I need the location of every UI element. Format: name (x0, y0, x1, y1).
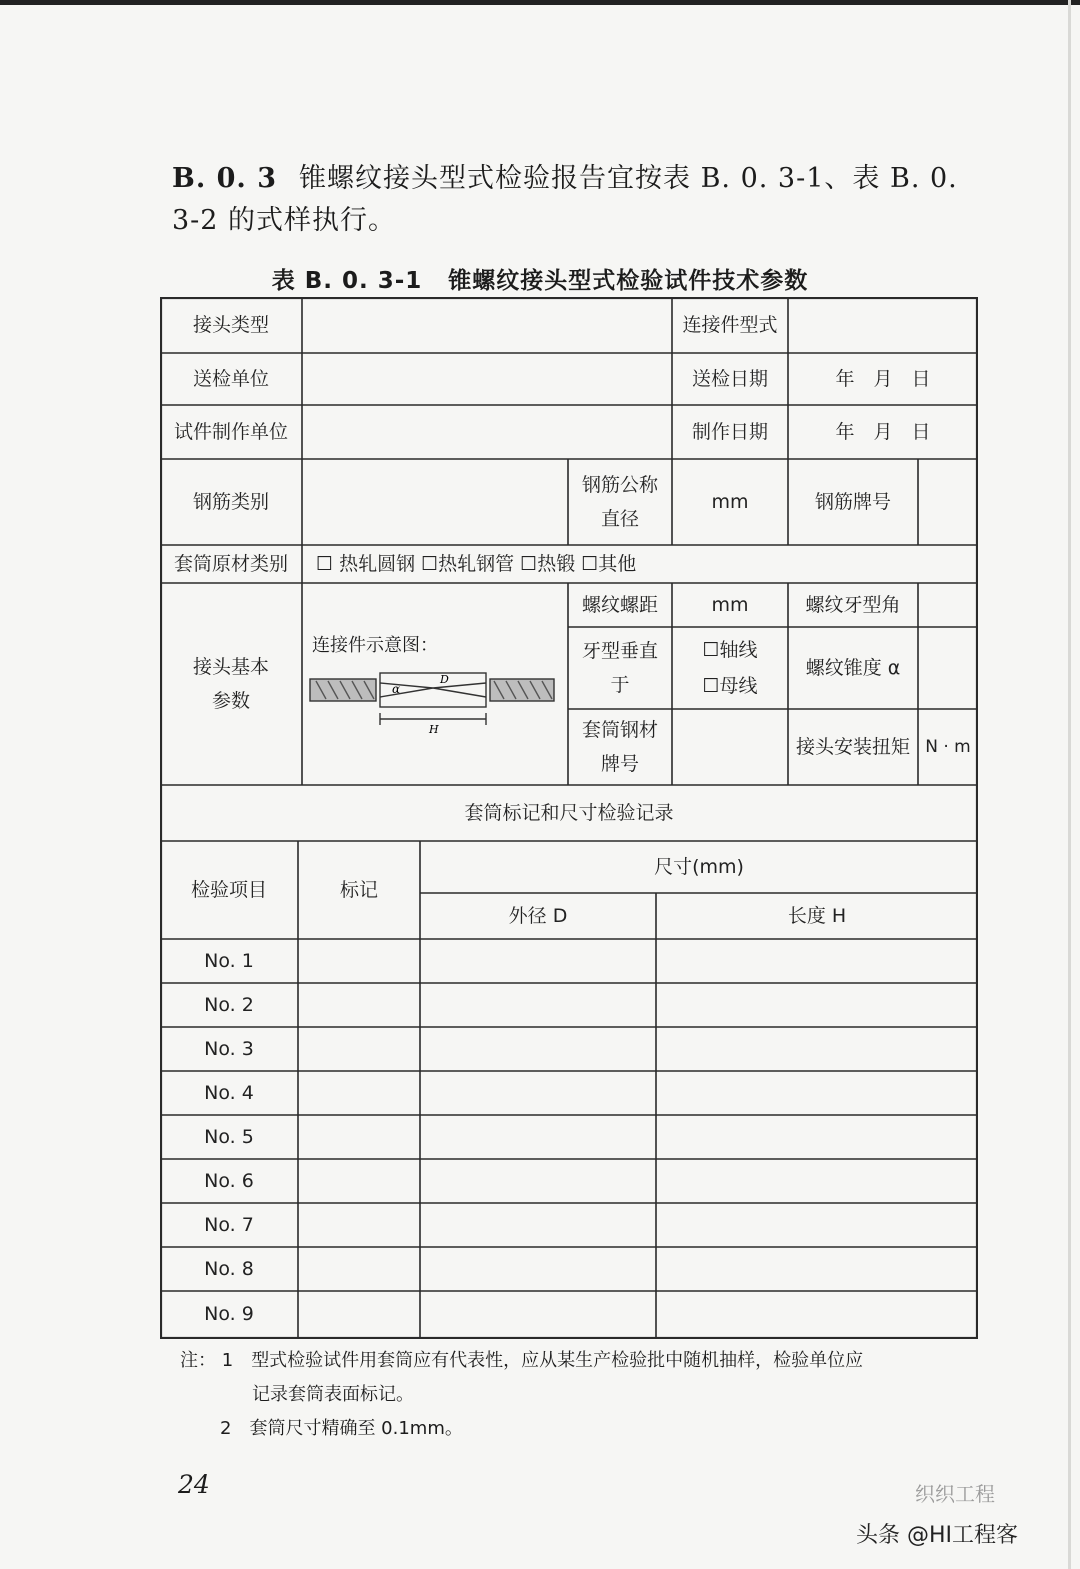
row-label-4: No. 4 (204, 1082, 254, 1104)
basic-params-label: 接头基本参数 (192, 656, 269, 712)
connector-type-value[interactable] (788, 297, 978, 353)
inspection-form-table (160, 297, 978, 1339)
torque-label: 接头安装扭矩 (795, 736, 910, 758)
submit-date-label: 送检日期 (691, 368, 768, 390)
note-2-text: 套筒尺寸精确至 0.1mm。 (249, 1418, 463, 1439)
option-generatrix-checkbox[interactable]: ☐母线 (702, 675, 758, 697)
rebar-class-label: 钢筋类别 (192, 491, 269, 513)
record-section-title: 套筒标记和尺寸检验记录 (464, 802, 674, 824)
row-label-3: No. 3 (204, 1038, 254, 1060)
table-number: 表 B. 0. 3-1 (271, 268, 423, 294)
note-1-text: 型式检验试件用套筒应有代表性，应从某生产检验批中随机抽样，检验单位应 (251, 1350, 864, 1371)
diagram-label: 连接件示意图： (312, 635, 438, 656)
joint-type-value[interactable] (302, 297, 672, 353)
taper-value[interactable] (918, 627, 978, 709)
sleeve-steel-value[interactable] (672, 709, 788, 785)
col-outer-diameter: 外径 D (508, 905, 568, 927)
col-size: 尺寸(mm) (654, 856, 744, 878)
col-length: 长度 H (787, 905, 847, 927)
connector-diagram-icon (308, 667, 558, 737)
rebar-grade-label: 钢筋牌号 (814, 491, 891, 513)
table-title: 锥螺纹接头型式检验试件技术参数 (448, 268, 809, 294)
option-axis-checkbox[interactable]: ☐轴线 (702, 639, 758, 661)
rebar-grade-value[interactable] (918, 459, 978, 545)
taper-label: 螺纹锥度 α (805, 657, 901, 679)
submit-date-value[interactable]: 年 月 日 (835, 368, 931, 390)
perpendicular-label: 牙型垂直于 (581, 640, 658, 696)
faint-watermark: 织织工程 (915, 1482, 995, 1506)
rebar-diameter-unit[interactable]: mm (711, 491, 749, 513)
row-label-1: No. 1 (204, 950, 254, 972)
note-1-continuation: 记录套筒表面标记。 (252, 1384, 414, 1405)
source-watermark: 头条 @HI工程客 (856, 1523, 1019, 1548)
diagram-h-mark: H (429, 723, 439, 736)
row-label-6: No. 6 (204, 1170, 254, 1192)
row-label-7: No. 7 (204, 1214, 254, 1236)
diagram-d-mark: D (440, 673, 449, 686)
row-label-5: No. 5 (204, 1126, 254, 1148)
page-number: 24 (178, 1470, 210, 1499)
clause-number: B. 0. 3 (172, 163, 277, 194)
note-1-number: 1 (221, 1350, 234, 1371)
page-right-edge (1068, 0, 1071, 1569)
clause-text: 锥螺纹接头型式检验报告宜按表 B. 0. 3-1、表 B. 0. 3-2 的式样执行。 (172, 163, 958, 236)
thread-angle-label: 螺纹牙型角 (805, 594, 901, 616)
col-inspection-item: 检验项目 (190, 879, 267, 901)
page-top-border (0, 0, 1080, 5)
row-label-9: No. 9 (204, 1303, 254, 1325)
thread-pitch-label: 螺纹螺距 (581, 594, 658, 616)
sleeve-steel-label: 套筒钢材牌号 (581, 719, 658, 775)
joint-type-label: 接头类型 (192, 314, 269, 336)
row-label-8: No. 8 (204, 1258, 254, 1280)
lead-paragraph (172, 158, 992, 242)
note-2-number: 2 (220, 1418, 232, 1439)
notes-prefix: 注： (180, 1350, 216, 1371)
sleeve-material-label: 套筒原材类别 (173, 553, 288, 575)
row-label-2: No. 2 (204, 994, 254, 1016)
table-caption (0, 262, 1080, 295)
make-unit-label: 试件制作单位 (173, 421, 288, 443)
torque-unit[interactable]: N · m (925, 737, 971, 757)
table-notes (180, 1344, 980, 1446)
thread-pitch-unit[interactable]: mm (711, 594, 749, 616)
submit-unit-label: 送检单位 (192, 368, 269, 390)
make-unit-value[interactable] (302, 405, 672, 459)
submit-unit-value[interactable] (302, 353, 672, 405)
rebar-diameter-label: 钢筋公称直径 (581, 474, 658, 530)
make-date-label: 制作日期 (691, 421, 768, 443)
make-date-value[interactable]: 年 月 日 (835, 421, 931, 443)
thread-angle-value[interactable] (918, 583, 978, 627)
col-mark: 标记 (339, 879, 378, 901)
diagram-alpha-mark: α (392, 682, 401, 696)
sleeve-material-options[interactable]: ☐ 热轧圆钢 ☐热轧钢管 ☐热锻 ☐其他 (316, 553, 637, 575)
connector-type-label: 连接件型式 (682, 314, 778, 336)
rebar-class-value[interactable] (302, 459, 568, 545)
